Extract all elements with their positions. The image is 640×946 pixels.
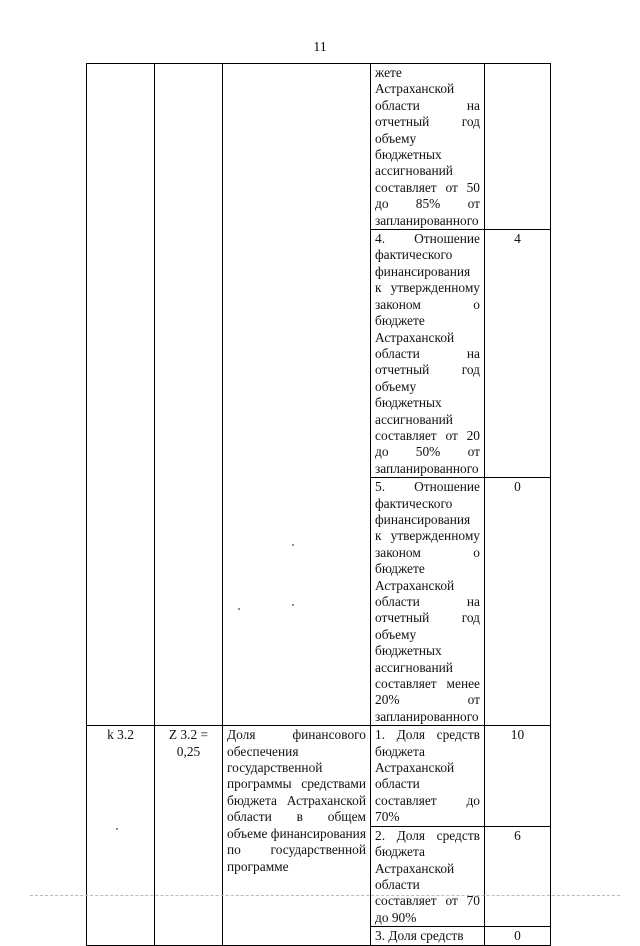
- criterion-cell: 2. Доля средств бюджета Астраханской области составляет от 70 до 90%: [371, 826, 485, 926]
- indicator-code-cell: [87, 64, 155, 726]
- page-number: 11: [313, 40, 327, 55]
- score-cell: 10: [485, 726, 551, 826]
- criterion-cell: 3. Доля средств: [371, 927, 485, 945]
- table-row: [87, 726, 551, 826]
- score-cell: 0: [485, 478, 551, 726]
- indicator-description-cell: Доля финансового обеспечения государственной программы средствами бюджета Астраханской области в общем объеме финансирования по государственной программе: [223, 726, 371, 945]
- criterion-cell: 5. Отношение фактического финансирования к утвержденному законом о бюджете Астраханской области на отчетный год объему бюджетных ассигнований составляет менее 20% от запланированного: [371, 478, 485, 726]
- criterion-cell: 4. Отношение фактического финансирования к утвержденному законом о бюджете Астраханской области на отчетный год объему бюджетных ассигнований составляет от 20 до 50% от запланированного: [371, 230, 485, 478]
- evaluation-table: [86, 63, 551, 946]
- score-cell: 6: [485, 826, 551, 926]
- scan-speck: [238, 608, 240, 610]
- scan-speck: [292, 544, 294, 546]
- indicator-code-cell: k 3.2: [87, 726, 155, 945]
- score-cell: [485, 64, 551, 230]
- scan-speck: [116, 828, 118, 830]
- table-row: [87, 64, 551, 230]
- weight-formula-cell: [155, 64, 223, 726]
- criterion-cell: 1. Доля средств бюджета Астраханской области составляет до 70%: [371, 726, 485, 826]
- scan-speck: [292, 604, 294, 606]
- weight-formula-cell: Z 3.2 = 0,25: [155, 726, 223, 945]
- score-cell: 0: [485, 927, 551, 945]
- score-cell: 4: [485, 230, 551, 478]
- scan-edge-line: [30, 895, 620, 896]
- criterion-cell: жете Астраханской области на отчетный год объему бюджетных ассигнований составляет от 50 до 85% от запланированного: [371, 64, 485, 230]
- indicator-description-cell: [223, 64, 371, 726]
